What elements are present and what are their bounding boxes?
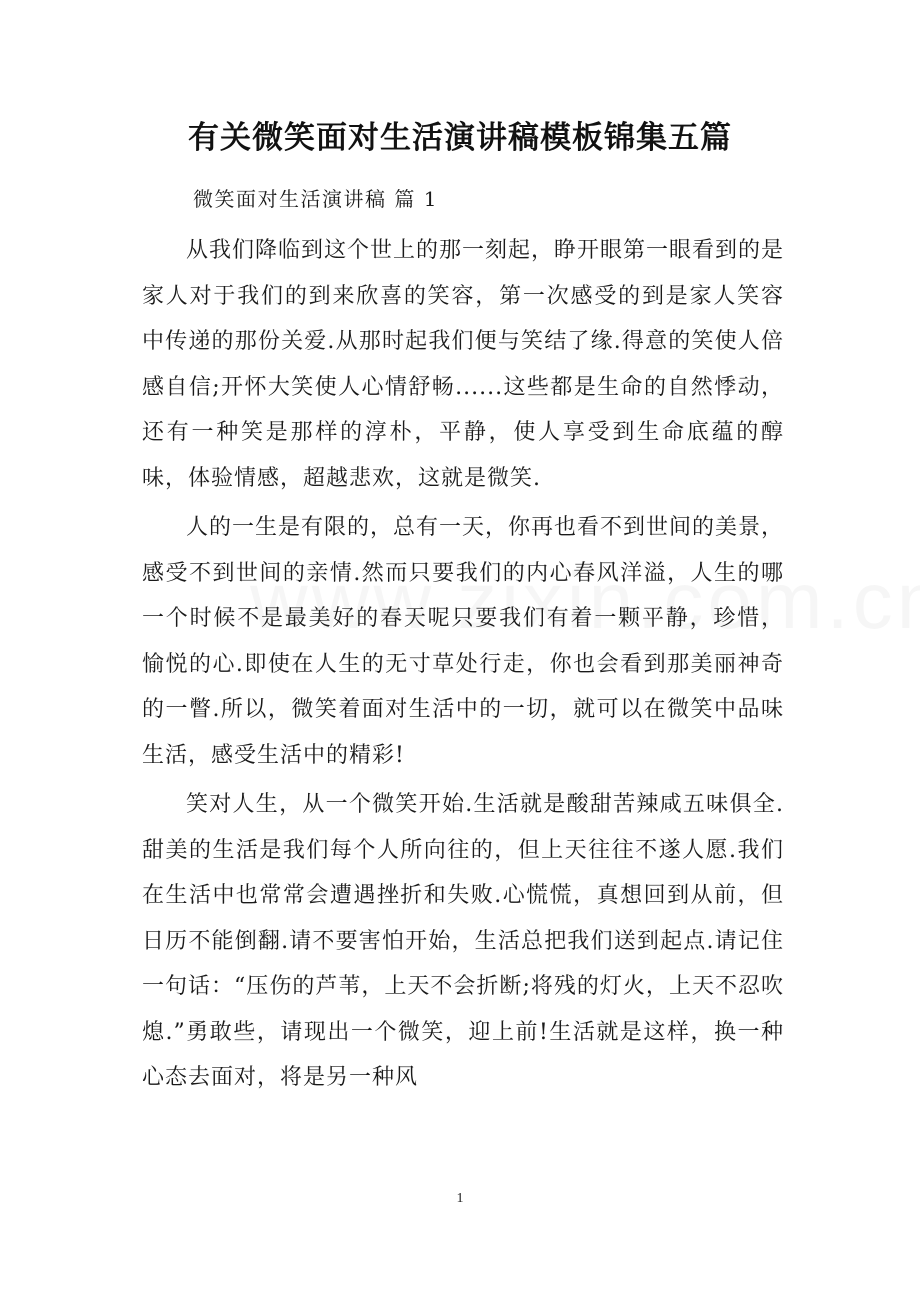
paragraph-1: 从我们降临到这个世上的那一刻起，睁开眼第一眼看到的是家人对于我们的到来欣喜的笑容，第一次感受的到是家人笑容中传递的那份关爱.从那时起我们便与笑结了缘.得意的笑使人倍感自信;开怀大笑使人心情舒畅......这些都是生命的自然悸动，还有一种笑是那样的淳朴，平静，使人享受到生命底蕴的醇味，体验情感，超越悲欢，这就是微笑. — [142, 238, 785, 491]
document-title: 有关微笑面对生活演讲稿模板锦集五篇 — [188, 120, 732, 156]
paragraph-2: 人的一生是有限的，总有一天，你再也看不到世间的美景，感受不到世间的亲情.然而只要我们的内心春风洋溢，人生的哪一个时候不是最美好的春天呢只要我们有着一颗平静，珍惜，愉悦的心.即使在人生的无寸草处行走，你也会看到那美丽神奇的一瞥.所以，微笑着面对生活中的一切，就可以在微笑中品味生活，感受生活中的精彩! — [142, 515, 785, 768]
paragraph-3: 笑对人生，从一个微笑开始.生活就是酸甜苦辣咸五味俱全.甜美的生活是我们每个人所向往的，但上天往往不遂人愿.我们在生活中也常常会遭遇挫折和失败.心慌慌，真想回到从前，但日历不能倒翻.请不要害怕开始，生活总把我们送到起点.请记住一句话：“压伤的芦苇，上天不会折断;将残的灯火，上天不忍吹熄.”勇敢些，请现出一个微笑，迎上前!生活就是这样，换一种心态去面对，将是另一种风 — [142, 792, 784, 1090]
page-number: 1 — [456, 1191, 464, 1206]
section-heading: 微笑面对生活演讲稿 篇 1 — [193, 187, 438, 211]
document-body — [142, 228, 784, 1105]
